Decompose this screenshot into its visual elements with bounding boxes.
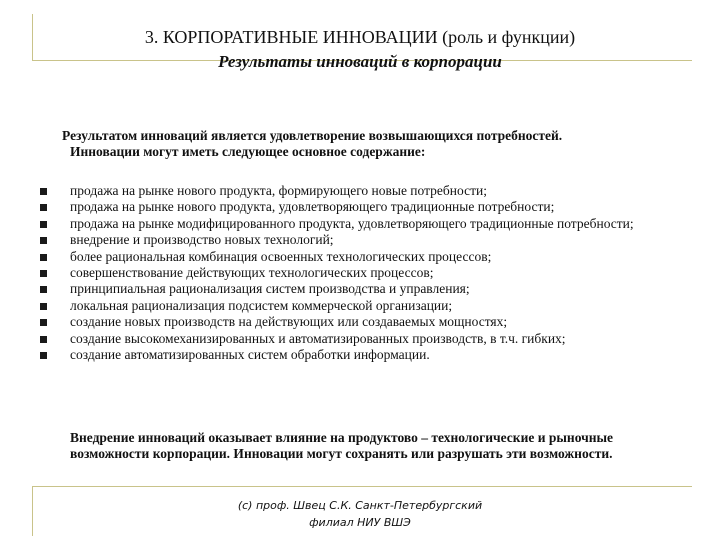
list-item (40, 232, 700, 248)
square-bullet-icon (40, 352, 47, 359)
list-item-text: создание новых производств на действующих или создаваемых мощностях; (70, 314, 508, 330)
square-bullet-icon (40, 319, 47, 326)
list-item-text: продажа на рынке нового продукта, удовлетворяющего традиционные потребности; (70, 199, 555, 215)
square-bullet-icon (40, 237, 47, 244)
list-item (40, 331, 700, 347)
innovation-content-list (40, 183, 700, 363)
list-item-text: создание высокомеханизированных и автоматизированных производств, в т.ч. гибких; (70, 330, 566, 346)
list-item-text: совершенствование действующих технологических процессов; (70, 265, 434, 281)
square-bullet-icon (40, 204, 47, 211)
list-item (40, 314, 700, 330)
square-bullet-icon (40, 188, 47, 195)
list-item (40, 199, 700, 215)
footer-line-1: (с) проф. Швец С.К. Санкт-Петербургский (237, 499, 483, 512)
list-item-text: более рациональная комбинация освоенных технологических процессов; (70, 248, 492, 264)
square-bullet-icon (40, 254, 47, 261)
intro-line-2: Инновации могут иметь следующее основное содержание: (70, 144, 426, 159)
list-item-text: продажа на рынке нового продукта, формирующего новые потребности; (70, 183, 487, 198)
square-bullet-icon (40, 221, 47, 228)
list-item (40, 183, 700, 199)
list-item (40, 216, 700, 232)
list-item-text: внедрение и производство новых технологий; (70, 232, 334, 248)
intro-line-1: Результатом инноваций является удовлетворение возвышающихся потребностей. (62, 128, 563, 143)
square-bullet-icon (40, 303, 47, 310)
list-item-text: продажа на рынке модифицированного продукта, удовлетворяющего традиционные потребности; (70, 215, 634, 231)
list-item (40, 265, 700, 281)
square-bullet-icon (40, 336, 47, 343)
footer-line-2: филиал НИУ ВШЭ (309, 516, 411, 529)
slide-title: 3. КОРПОРАТИВНЫЕ ИННОВАЦИИ (роль и функции) (144, 27, 576, 47)
square-bullet-icon (40, 286, 47, 293)
intro-text (62, 128, 712, 160)
frame-line-horizontal-bottom (32, 486, 692, 487)
square-bullet-icon (40, 270, 47, 277)
footer-credit (0, 497, 720, 531)
list-item (40, 347, 700, 363)
slide-subtitle: Результаты инноваций в корпорации (218, 52, 502, 71)
list-item (40, 249, 700, 265)
list-item-text: локальная рационализация подсистем коммерческой организации; (70, 297, 453, 313)
conclusion-text: Внедрение инноваций оказывает влияние на продуктово – технологические и рыночные возможности корпорации. Инновации могут сохранять или разрушать эти возможности. (70, 430, 614, 461)
list-item (40, 281, 700, 297)
list-item-text: принципиальная рационализация систем производства и управления; (70, 281, 470, 297)
list-item-text: создание автоматизированных систем обработки информации. (70, 347, 430, 363)
list-item (40, 298, 700, 314)
